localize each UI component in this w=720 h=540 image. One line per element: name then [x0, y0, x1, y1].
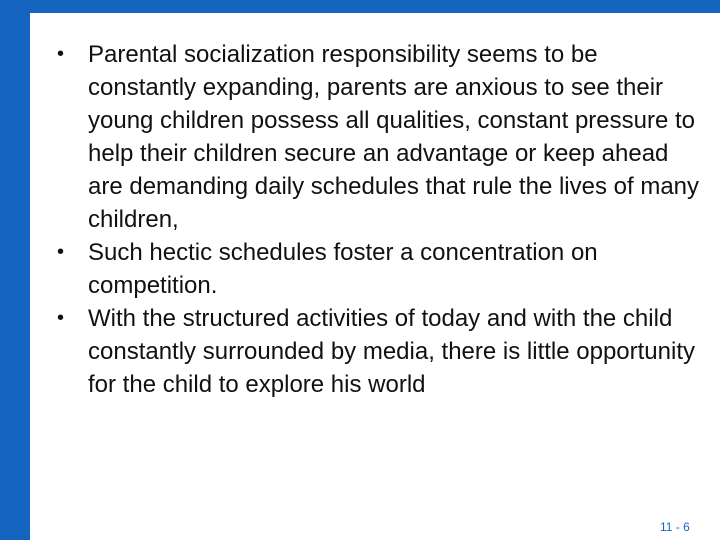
bullet-icon: • [57, 307, 65, 329]
bullet-item [57, 236, 707, 302]
bullet-list [57, 38, 707, 401]
bullet-icon: • [57, 43, 65, 65]
page-number: 11 - 6 [660, 520, 690, 534]
bullet-text: Parental socialization responsibility seems to be constantly expanding, parents are anxious to see their young children possess all qualities, constant pressure to help their children secure an advantage or keep ahead are demanding daily schedules that rule the lives of many children, [88, 41, 700, 233]
slide-border-left [0, 0, 30, 540]
bullet-text: With the structured activities of today and with the child constantly surrounded by media, there is little opportunity for the child to explore his world [88, 305, 695, 398]
bullet-item [57, 302, 707, 401]
slide-content [57, 38, 707, 401]
bullet-item [57, 38, 707, 236]
bullet-text: Such hectic schedules foster a concentration on competition. [88, 239, 598, 299]
bullet-icon: • [57, 241, 65, 263]
slide-border-top [0, 0, 720, 13]
